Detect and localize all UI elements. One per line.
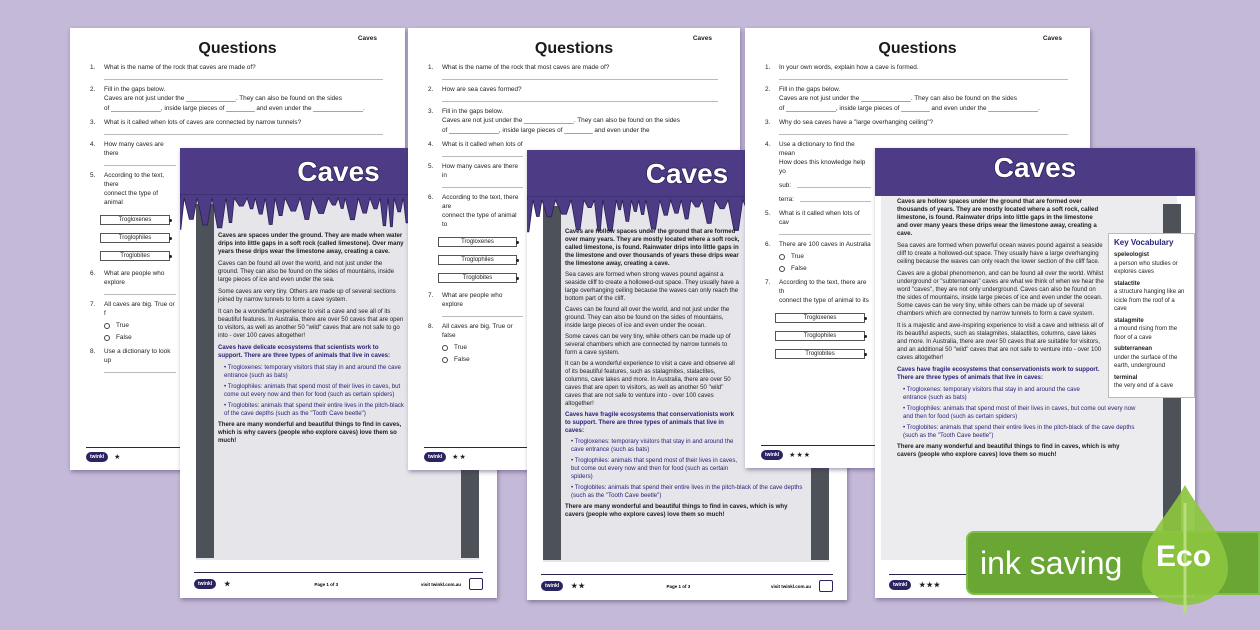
field-line <box>800 201 871 202</box>
eco-label: Eco <box>1156 540 1212 573</box>
answer-line[interactable] <box>442 187 523 188</box>
radio-label: True <box>454 344 467 351</box>
field-label: sub: <box>779 182 792 189</box>
site-link[interactable]: visit twinkl.com.au <box>420 581 461 587</box>
answer-line[interactable] <box>442 79 718 80</box>
paragraph: • Trogloxenes: temporary visitors that stay in and around the cave entrance (such as bats) <box>224 364 401 379</box>
answer-line[interactable] <box>104 294 176 295</box>
question-text: What is it called when lots of caves are connected by narrow tunnels? <box>104 119 302 126</box>
question-text: According to the text, there are th <box>779 279 867 295</box>
radio-circle-icon <box>442 357 448 363</box>
field-label: terra: <box>779 196 794 203</box>
reading-text <box>218 232 404 449</box>
question-list-narrow <box>765 140 871 359</box>
question-list-narrow <box>428 140 523 364</box>
paragraph: It is a majestic and awe-inspiring experience to visit a cave and witness all of its beautiful aspects, such as stalagmites, stalactites, columns, cave lakes and more. In Australia, there are over 50 caves that are suitable for visitors, and an additional 50 "wild" caves that are not safe to venture into - over 100 caves altogether! <box>897 322 1104 361</box>
question-text: What are people who explore <box>104 270 165 286</box>
question-text: In your own words, explain how a cave is formed. <box>779 64 919 71</box>
question-number: 6. <box>765 241 771 248</box>
sheet-header: Caves <box>357 35 377 42</box>
question-text: There are 100 caves in Australia <box>779 241 871 248</box>
vocab-term: stalagmite <box>1114 317 1144 324</box>
vocab-term: stalactite <box>1114 280 1141 287</box>
question-text: All caves are big. True or false <box>442 323 513 339</box>
radio-label: True <box>791 253 804 260</box>
answer-line[interactable] <box>104 165 176 166</box>
radio-label: False <box>116 334 132 341</box>
question-number: 6. <box>428 194 434 201</box>
question-number: 8. <box>428 323 434 330</box>
sheet-footer <box>541 574 833 592</box>
question-text: What are people who explore <box>442 292 503 308</box>
answer-line[interactable] <box>442 101 718 102</box>
question <box>428 322 523 340</box>
radio-label: True <box>116 322 129 329</box>
vocab-title: Key Vocabulary <box>1114 238 1174 247</box>
question-text: Fill in the gaps below. <box>779 86 841 93</box>
question <box>765 209 871 227</box>
page-title: Questions <box>198 40 277 57</box>
question-number: 4. <box>90 141 96 148</box>
gap-fill-line: Caves are not just under the ______________. They can also be found on the sides <box>779 95 1017 102</box>
paragraph: It can be a wonderful experience to visit a cave and observe all of its beautiful features, such as stalagmites, stalactites, columns, cave lakes and more. In Australia, there are over 50 caves that are open to visitors, as well as another 50 "wild" caves that are not safe to venture into - over 100 caves altogether! <box>565 360 735 407</box>
radio-option[interactable] <box>104 321 176 330</box>
question-number: 3. <box>90 119 96 126</box>
radio-circle-icon <box>104 323 110 329</box>
paragraph: There are many wonderful and beautiful things to find in caves, which is why cavers (people who explore caves) love them so much! <box>897 443 1120 458</box>
answer-line[interactable] <box>104 372 176 373</box>
paragraph: Caves can be found all over the world, and not just under the ground. They can also be found on the sides of mountains, inside large pieces of ice and even under the ocean. <box>565 306 730 329</box>
vocab-term: subterranean <box>1114 346 1153 352</box>
question-number: 7. <box>90 301 96 308</box>
twinkl-logo: twinkl <box>889 580 911 590</box>
answer-line[interactable] <box>442 156 523 157</box>
reading-text <box>897 198 1185 463</box>
answer-line[interactable] <box>779 234 871 235</box>
question-number: 5. <box>428 163 434 170</box>
answer-line[interactable] <box>779 134 1068 135</box>
page-title: Questions <box>878 40 957 57</box>
twinkl-logo: twinkl <box>86 452 108 462</box>
radio-option[interactable] <box>442 343 523 352</box>
vocab-definition: a mound rising from the floor of a cave <box>1114 326 1178 341</box>
field-line <box>797 187 871 188</box>
question-text: What is the name of the rock that caves are made of? <box>104 64 256 71</box>
paragraph: Caves have fragile ecosystems that conservationists work to support. There are three types of animals that live in caves: <box>897 366 1100 381</box>
answer-line[interactable] <box>104 134 383 135</box>
question-text: Fill in the gaps below. <box>104 86 166 93</box>
match-box[interactable]: Troglobites <box>100 251 170 261</box>
gap-fill-line: Caves are not just under the ______________. They can also be found on the sides <box>104 95 342 102</box>
question <box>90 347 176 365</box>
paragraph: It can be a wonderful experience to visit a cave and see all of its beautiful features. In Australia, there are over 50 caves that are open to visitors, as well as another 50 "wild" caves that are not safe to go into - over 100 caves altogether! <box>218 308 404 339</box>
radio-option[interactable] <box>779 264 871 273</box>
question-number: 5. <box>90 172 96 179</box>
match-box[interactable]: Troglobites <box>775 349 865 359</box>
radio-label: False <box>791 265 807 272</box>
page-title: Questions <box>534 40 614 57</box>
question-number: 2. <box>765 86 771 93</box>
key-vocabulary-box <box>1108 233 1195 398</box>
match-box[interactable]: Trogloxenes <box>100 215 170 225</box>
badge-icon <box>469 578 483 590</box>
twinkl-logo: twinkl <box>761 450 783 460</box>
question-text: What is the name of the rock that most caves are made of? <box>442 64 610 71</box>
radio-option[interactable] <box>104 333 176 342</box>
question-text: How many caves are there <box>104 141 164 157</box>
question-number: 2. <box>428 86 434 93</box>
question-text: What is it called when lots of <box>442 141 523 148</box>
question <box>90 118 383 127</box>
match-box[interactable]: Troglophiles <box>775 331 865 341</box>
paragraph: There are many wonderful and beautiful things to find in caves, which is why cavers (people who explore caves) love them so much! <box>218 421 402 444</box>
twinkl-logo: twinkl <box>541 581 563 591</box>
page-number: Page 1 of 3 <box>314 581 339 587</box>
paragraph: Some caves are very tiny. Others are made up of several sections joined by narrow tunnels to form a cave system. <box>218 288 396 303</box>
question <box>765 240 871 249</box>
question-number: 3. <box>765 119 771 126</box>
paragraph: Caves have fragile ecosystems that conservationists work to support. There are three types of animals that live in caves: <box>565 411 735 434</box>
gap-fill-line: of ______________, inside large pieces of ________ and even under the ______________. <box>779 104 1040 112</box>
vocab-term: terminal <box>1114 374 1138 381</box>
question <box>765 140 871 158</box>
page-title: Caves <box>297 156 380 187</box>
question <box>90 85 383 94</box>
question-text: Use a dictionary to find the mean <box>779 141 855 157</box>
paragraph: • Trogloxenes: temporary visitors that stay in and around the cave entrance (such as bats) <box>571 438 734 453</box>
question-text-cont: connect the type of animal to <box>442 212 517 228</box>
vocab-definition: a person who studies or explores caves <box>1114 260 1178 275</box>
match-box[interactable]: Troglophiles <box>100 233 170 243</box>
question-list-narrow <box>90 140 176 373</box>
question <box>765 63 1068 72</box>
answer-field[interactable] <box>779 195 871 204</box>
question <box>428 162 523 180</box>
question-number: 1. <box>90 64 96 71</box>
twinkl-logo: twinkl <box>194 579 216 589</box>
question-number: 7. <box>428 292 434 299</box>
question <box>90 171 176 189</box>
paragraph: • Troglobites: animals that spend their entire lives in the pitch-black of the cave depths (such as the "Tooth Cave beetle") <box>903 424 1135 439</box>
sheet-header: Caves <box>1042 35 1062 42</box>
question <box>90 300 176 318</box>
vocab-definition: under the surface of the earth, underground <box>1114 354 1178 369</box>
question <box>428 107 718 116</box>
match-box[interactable]: Troglophiles <box>438 255 517 265</box>
question <box>428 193 523 211</box>
question-number: 1. <box>428 64 434 71</box>
question <box>428 140 523 149</box>
paragraph: • Troglobites: animals that spend their entire lives in the pitch-black of the cave depths (such as the "Tooth Cave beetle") <box>224 402 404 417</box>
radio-circle-icon <box>779 254 785 260</box>
radio-circle-icon <box>442 345 448 351</box>
question-text: Why do sea caves have a "large overhanging ceiling"? <box>779 119 934 126</box>
answer-line[interactable] <box>779 79 1068 80</box>
gap-fill-line: of ______________, inside large pieces of ________ and even under the <box>442 126 650 134</box>
question <box>428 291 523 309</box>
question-text-cont: connect the type of animal <box>104 190 159 206</box>
difficulty-stars: ★★ <box>571 583 586 590</box>
radio-label: False <box>454 356 470 363</box>
radio-circle-icon <box>779 266 785 272</box>
difficulty-stars: ★ <box>224 581 232 588</box>
ink-saving-label: ink saving <box>980 545 1123 581</box>
question-number: 8. <box>90 348 96 355</box>
question-text: What is it called when lots of cav <box>779 210 860 226</box>
question-text: Fill in the gaps below. <box>442 108 504 115</box>
question-number: 3. <box>428 108 434 115</box>
radio-circle-icon <box>104 335 110 341</box>
paragraph: Sea caves are formed when powerful ocean waves pound against a seaside cliff to create a hollowed-out space. They usually have a large overhanging ceiling because the waves can only reach the lower section of the cliff face. <box>897 242 1103 265</box>
question-number: 6. <box>90 270 96 277</box>
page-title: Caves <box>645 158 729 189</box>
paragraph: Some caves can be very tiny, while others can be made up of several chambers which are connected by narrow tunnels to form a cave system. <box>565 333 731 356</box>
question <box>765 85 1068 94</box>
paragraph: Caves can be found all over the world, and not just under the ground. They can also be found on the sides of mountains, inside large pieces of ice and even under the sea. <box>218 260 395 283</box>
answer-field[interactable] <box>779 181 871 190</box>
answer-line[interactable] <box>442 316 523 317</box>
question-number: 4. <box>765 141 771 148</box>
match-box[interactable]: Trogloxenes <box>775 313 865 323</box>
paragraph: • Troglobites: animals that spend their entire lives in the pitch-black of the cave depths (such as the "Tooth Cave beetle") <box>571 484 803 499</box>
page-number: Page 1 of 3 <box>666 583 691 589</box>
question-number: 1. <box>765 64 771 71</box>
sheet-header: Caves <box>692 35 712 42</box>
paragraph: Caves are a global phenomenon, and can be found all over the world. Whilst underground or "subterranean" caves are what we think of when we hear the word "caves", they are not only underground. Caves can also be found on the sides of mountains, inside large pieces of ice and even under the ocean. Some caves can be very tiny, while others can be made up of several chambers which are connected by narrow tunnels to form a cave system. <box>897 270 1104 317</box>
radio-option[interactable] <box>779 252 871 261</box>
question-text: All caves are big. True or f <box>104 301 175 317</box>
vocab-term: speleologist <box>1114 252 1150 258</box>
site-link[interactable]: visit twinkl.com.au <box>770 583 811 589</box>
difficulty-stars: ★ <box>114 454 122 461</box>
paragraph: • Troglophiles: animals that spend most of their lives in caves, but come out every now and then for food (such as certain spiders) <box>224 383 401 398</box>
difficulty-stars: ★★★ <box>919 582 941 589</box>
question <box>765 278 871 296</box>
paragraph: Caves are hollow spaces under the ground that are formed over many years. They are mostly located where a soft rock, called limestone, is found. Rainwater drips into little gaps in the limestone and over thousands of years these drips wear the limestone away, creating a cave. <box>565 228 740 267</box>
cave-wall-left <box>196 204 214 558</box>
question <box>90 269 176 287</box>
match-box[interactable]: Troglobites <box>438 273 517 283</box>
question-text: Use a dictionary to look up <box>104 348 171 364</box>
paragraph: Sea caves are formed when strong waves pound against a seaside cliff to create a hollowed-out space. They usually have a large overhanging ceiling because the waves can only reach the bottom part of the cliff. <box>565 271 739 302</box>
paragraph: Caves are hollow spaces under the ground that are formed over thousands of years. They are mostly located where a soft rock, called limestone, is found. Rainwater drips into little gaps in the limestone and over many years these drips wear the limestone away, creating a cave. <box>897 198 1099 237</box>
difficulty-stars: ★★ <box>452 454 467 461</box>
paragraph: Caves are spaces under the ground. They are made when water drips into little gaps in a soft rock (called limestone). Over many years these drips wear the limestone away, creating a cave. <box>218 232 404 255</box>
question-number: 5. <box>765 210 771 217</box>
answer-line[interactable] <box>104 79 383 80</box>
vocab-definition: a structure hanging like an icicle from the roof of a cave <box>1114 289 1185 312</box>
question <box>90 140 176 158</box>
question-text: How many caves are there in <box>442 163 519 179</box>
difficulty-stars: ★★★ <box>789 452 811 459</box>
paragraph: Caves have delicate ecosystems that scientists work to support. There are three types of animals that live in caves: <box>218 344 391 359</box>
question-text: According to the text, there <box>104 172 165 188</box>
question-text: According to the text, there are <box>442 194 519 210</box>
vocab-definition: the very end of a cave <box>1114 383 1174 389</box>
question-text-cont: How does this knowledge help yo <box>779 159 866 175</box>
paragraph: • Troglophiles: animals that spend most of their lives in caves, but come out every now and then for food (such as certain spiders) <box>571 457 738 480</box>
gap-fill-line: Caves are not just under the ______________. They can also be found on the sides <box>442 117 680 124</box>
question-number: 4. <box>428 141 434 148</box>
question-text-cont: connect the type of animal to its <box>779 297 869 304</box>
question-text: How are sea caves formed? <box>442 86 522 93</box>
question-number: 7. <box>765 279 771 286</box>
question <box>765 118 1068 127</box>
gap-fill-line: of ______________, inside large pieces of ________ and even under the ______________. <box>104 104 365 112</box>
question-number: 2. <box>90 86 96 93</box>
twinkl-logo: twinkl <box>424 452 446 462</box>
radio-option[interactable] <box>442 355 523 364</box>
badge-icon <box>819 580 833 592</box>
page-title: Caves <box>993 152 1077 183</box>
question <box>428 85 718 94</box>
paragraph: • Troglophiles: animals that spend most of their lives in caves, but come out every now and then for food (such as certain spiders) <box>903 405 1136 420</box>
cave-wall-left <box>543 206 561 560</box>
sheet-footer <box>194 572 483 590</box>
match-box[interactable]: Trogloxenes <box>438 237 517 247</box>
paragraph: There are many wonderful and beautiful things to find in caves, which is why cavers (people who explore caves) love them so much! <box>565 503 788 518</box>
question <box>90 63 383 72</box>
question <box>428 63 718 72</box>
paragraph: • Trogloxenes: temporary visitors that stay in and around the cave entrance (such as bats) <box>903 386 1080 401</box>
